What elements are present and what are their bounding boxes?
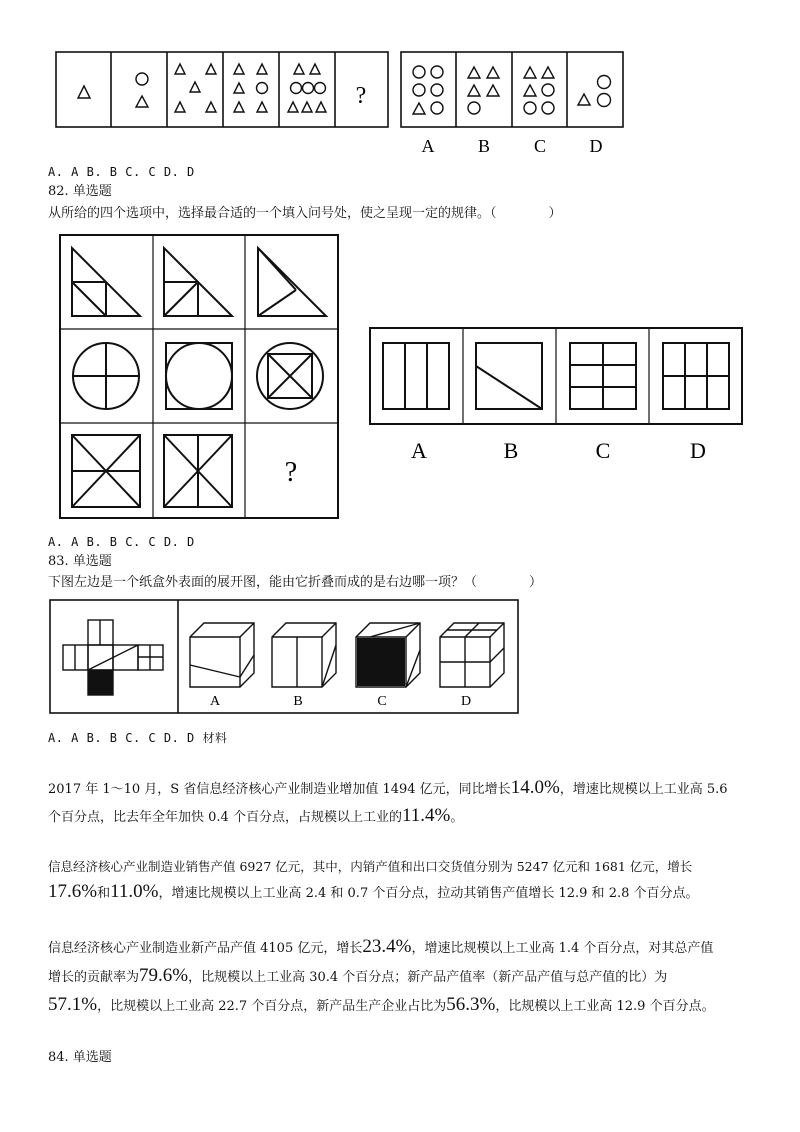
text: ，比规模以上工业高 22.7 个百分点，新产品生产企业占比为 (97, 999, 447, 1014)
q83-option-label-c: C (377, 694, 387, 709)
text: 。 (450, 810, 464, 825)
material-p2-line2 (48, 882, 699, 904)
q84-header: 84. 单选题 (48, 1050, 112, 1065)
text: ，比规模以上工业高 30.4 个百分点；新产品产值率（新产品产值与总产值的比）为 (188, 970, 668, 985)
q82-option-label-b: B (503, 438, 519, 463)
q83-option-label-b: B (293, 694, 303, 709)
q83-net-black-square (88, 670, 113, 695)
q81-question-mark: ? (355, 83, 367, 109)
q83-prompt: 下图左边是一个纸盒外表面的展开图，能由它折叠而成的是右边哪一项？（ ） (48, 575, 543, 590)
triangle-shape (78, 86, 90, 98)
q82-option-label-a: A (411, 438, 427, 463)
text: 个百分点，比去年全年加快 0.4 个百分点，占规模以上工业的 (48, 810, 402, 825)
value: 23.4% (362, 936, 412, 957)
q81-option-label-d: D (589, 136, 603, 156)
q82-header: 82. 单选题 (48, 184, 112, 199)
material-p3-line3 (48, 995, 715, 1017)
material-p3-line1 (48, 937, 713, 959)
triangle-shape (136, 96, 148, 107)
q81-option-label-b: B (477, 136, 491, 156)
q83-frame (50, 600, 518, 713)
value: 56.3% (446, 994, 496, 1015)
q82-option-label-d: D (690, 438, 706, 463)
text: ，增速比规模以上工业高 5.6 (559, 782, 728, 797)
material-p1-line2 (48, 806, 463, 828)
q81-figure (0, 0, 800, 160)
q82-answer-options[interactable]: A. A B. B C. C D. D (48, 535, 195, 549)
q81-sequence-box (56, 52, 388, 127)
q83-figure (0, 595, 800, 720)
material-p3-line2 (48, 966, 667, 988)
value: 17.6% (48, 881, 98, 902)
q82-option-label-c: C (595, 438, 611, 463)
q81-option-label-c: C (533, 136, 547, 156)
q83-header: 83. 单选题 (48, 554, 112, 569)
text: 增长的贡献率为 (48, 970, 140, 985)
text: ，增速比规模以上工业高 1.4 个百分点，对其总产值 (411, 941, 714, 956)
q81-option-label-a: A (421, 136, 435, 156)
circle-shape (136, 73, 148, 85)
text: 信息经济核心产业制造业新产品产值 4105 亿元，增长 (48, 941, 363, 956)
q82-question-mark: ? (284, 457, 298, 488)
q83-option-label-d: D (460, 694, 472, 709)
text: ，比规模以上工业高 12.9 个百分点。 (495, 999, 715, 1014)
value: 79.6% (139, 965, 189, 986)
value: 57.1% (48, 994, 98, 1015)
text: 和 (97, 886, 111, 901)
q83-option-label-a: A (209, 694, 221, 709)
text: 2017 年 1～10 月，S 省信息经济核心产业制造业增加值 1494 亿元，同比增长 (48, 782, 511, 797)
material-p1-line1 (48, 778, 728, 800)
value: 11.0% (110, 881, 159, 902)
value: 11.4% (401, 805, 451, 826)
text: ，增速比规模以上工业高 2.4 和 0.7 个百分点，拉动其销售产值增长 12.9 和 2.8 个百分点。 (158, 886, 699, 901)
q82-prompt: 从所给的四个选项中，选择最合适的一个填入问号处，使之呈现一定的规律。（ ） (48, 206, 562, 221)
q82-figure (0, 225, 800, 525)
q83-answer-options[interactable]: A. A B. B C. C D. D 材料 (48, 731, 228, 745)
q81-answer-options[interactable]: A. A B. B C. C D. D (48, 165, 195, 179)
material-p2-line1: 信息经济核心产业制造业销售产值 6927 亿元，其中，内销产值和出口交货值分别为 5247 亿元和 1681 亿元，增长 (48, 859, 693, 874)
q83-cube-c-black-face (357, 638, 405, 686)
value: 14.0% (510, 777, 560, 798)
